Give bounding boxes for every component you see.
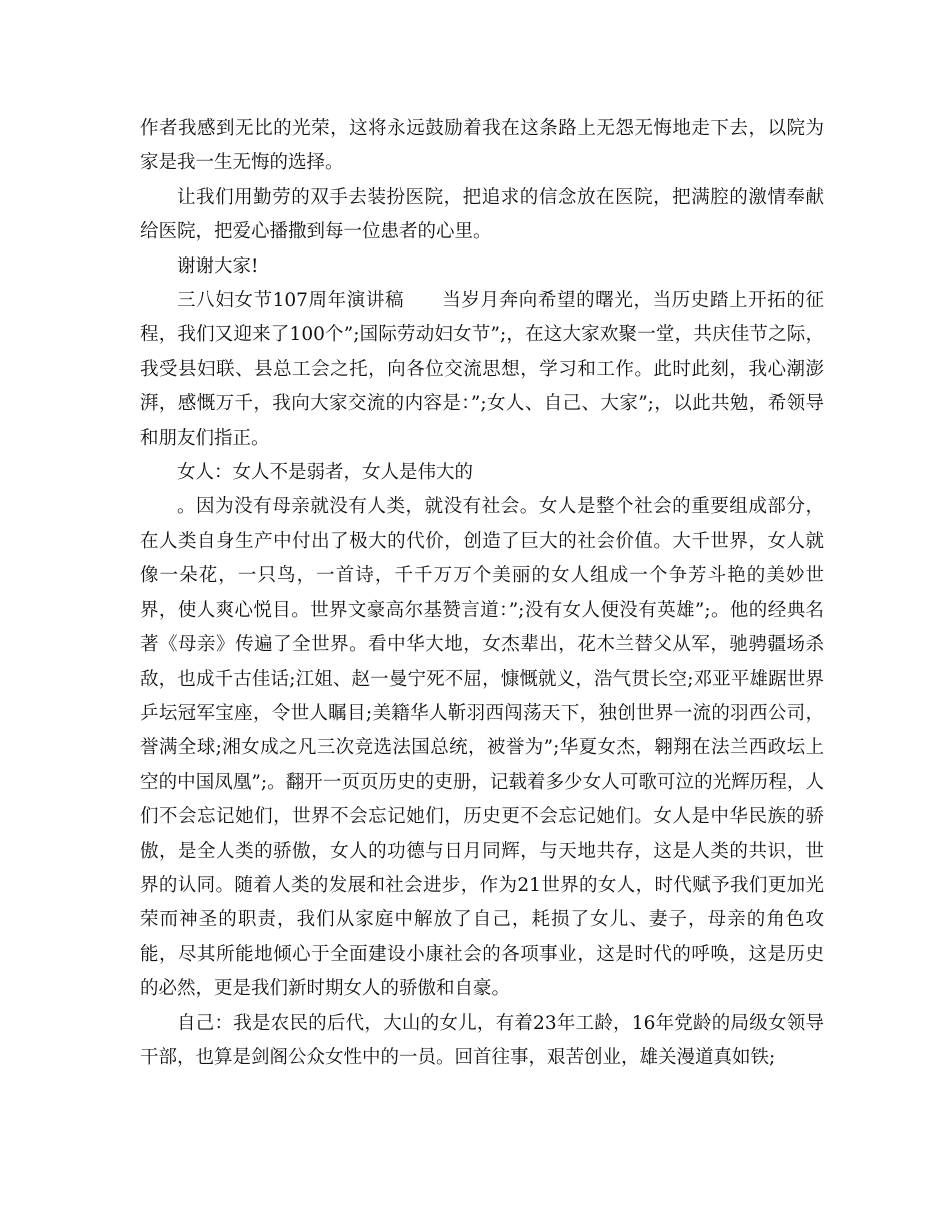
paragraph-thanks: 谢谢大家! <box>177 255 259 277</box>
paragraph-self: 自己：我是农民的后代，大山的女儿，有着23年工龄，16年党龄的局级女领导干部，也算是剑阁公众女性中的一员。回首往事，艰苦创业，雄关漫道真如铁; <box>140 1012 824 1068</box>
paragraph-speech-intro: 三八妇女节107周年演讲稿 当岁月奔向希望的曙光，当历史踏上开拓的征程，我们又迎来了100个”;国际劳动妇女节”;，在这大家欢聚一堂，共庆佳节之际，我受县妇联、县总工会之托，向各位交流思想，学习和工作。此时此刻，我心潮澎湃，感慨万千，我向大家交流的内容是：”;女人、自己、大家”;，以此共勉，希领导和朋友们指正。 <box>140 290 824 449</box>
paragraph-hospital-dedication: 让我们用勤劳的双手去装扮医院，把追求的信念放在医院，把满腔的激情奉献给医院，把爱心播撒到每一位患者的心里。 <box>140 186 824 243</box>
document-body <box>140 112 824 1075</box>
paragraph-women-heading: 女人：女人不是弱者，女人是伟大的 <box>177 462 474 484</box>
paragraph-women-body: 。因为没有母亲就没有人类，就没有社会。女人是整个社会的重要组成部分，在人类自身生产中付出了极大的代价，创造了巨大的社会价值。大千世界，女人就像一朵花，一只鸟，一首诗，千千万万个美丽的女人组成一个争芳斗艳的美妙世界，使人爽心悦目。世界文豪高尔基赞言道：”;没有女人便没有英雄”;。他的经典名著《母亲》传遍了全世界。看中华大地，女杰辈出，花木兰替父从军，驰骋疆场杀敌，也成千古佳话;江姐、赵一曼宁死不屈，慷慨就义，浩气贯长空;邓亚平雄踞世界乒坛冠军宝座，令世人瞩目;美籍华人靳羽西闯荡天下，独创世界一流的羽西公司，誉满全球;湘女成之凡三次竞选法国总统，被誉为”;华夏女杰，翱翔在法兰西政坛上空的中国凤凰”;。翻开一页页历史的吏册，记载着多少女人可歌可泣的光辉历程，人们不会忘记她们，世界不会忘记她们，历史更不会忘记她们。女人是中华民族的骄傲，是全人类的骄傲，女人的功德与日月同辉，与天地共存，这是人类的共识，世界的认同。随着人类的发展和社会进步，作为21世界的女人，时代赋予我们更加光荣而神圣的职责，我们从家庭中解放了自己，耗损了女儿、妻子，母亲的角色攻能，尽其所能地倾心于全面建设小康社会的各项事业，这是时代的呼唤，这是历史的必然，更是我们新时期女人的骄傲和自豪。 <box>140 496 824 1000</box>
paragraph-continuation: 作者我感到无比的光荣，这将永远鼓励着我在这条路上无怨无悔地走下去，以院为家是我一生无悔的选择。 <box>140 118 824 174</box>
